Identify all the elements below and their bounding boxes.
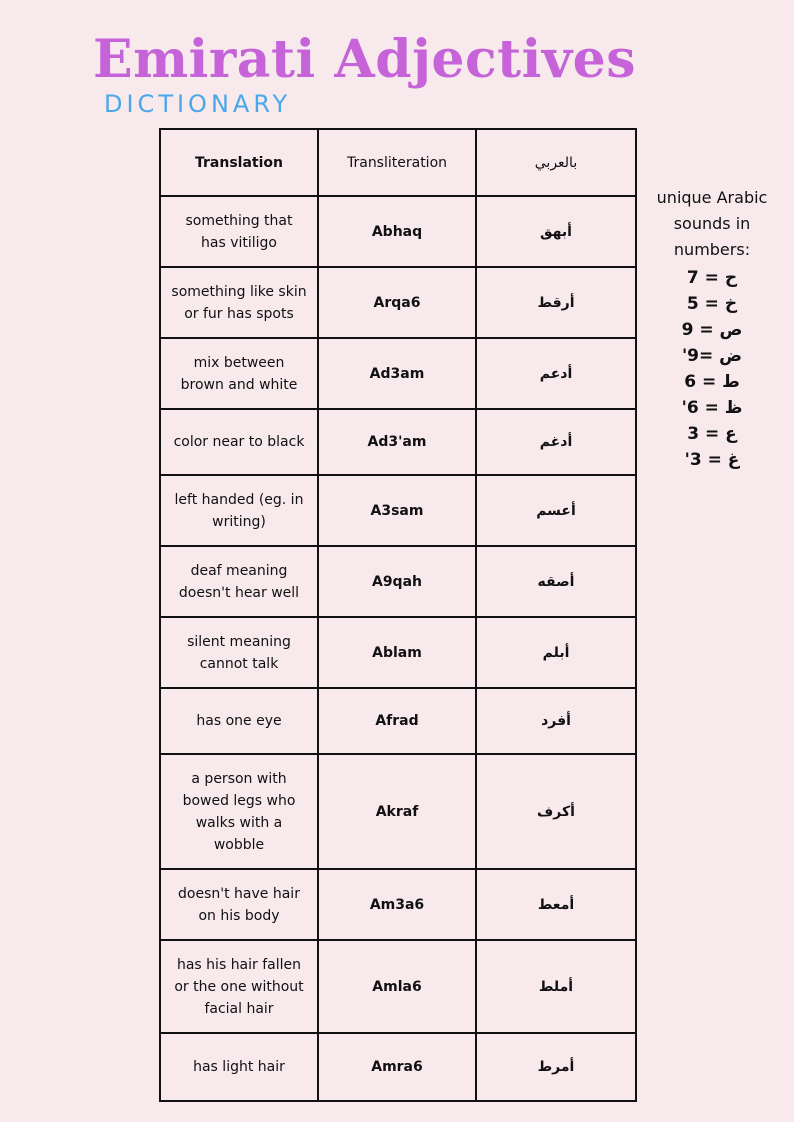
table-row	[160, 338, 636, 409]
cell-arabic: أفرد	[476, 688, 636, 754]
cell-transliteration: Arqa6	[318, 267, 476, 338]
cell-arabic: أملط	[476, 940, 636, 1033]
page-subtitle: DICTIONARY	[104, 90, 292, 118]
legend-intro: unique Arabic sounds in numbers:	[656, 188, 768, 259]
cell-arabic: أبهق	[476, 196, 636, 267]
cell-transliteration: Amla6	[318, 940, 476, 1033]
cell-arabic: أدعم	[476, 338, 636, 409]
cell-arabic: أمرط	[476, 1033, 636, 1101]
cell-arabic: أدغم	[476, 409, 636, 475]
table-row	[160, 546, 636, 617]
page-title: Emirati Adjectives	[93, 29, 636, 90]
header-transliteration: Transliteration	[318, 129, 476, 196]
cell-transliteration: Am3a6	[318, 869, 476, 940]
table-row	[160, 196, 636, 267]
cell-translation: doesn't have hair on his body	[160, 869, 318, 940]
cell-translation: left handed (eg. in writing)	[160, 475, 318, 546]
sound-number-legend	[650, 185, 774, 473]
legend-mapping: ع = 3	[687, 424, 737, 444]
table-row	[160, 754, 636, 869]
table-row	[160, 267, 636, 338]
cell-arabic: أمعط	[476, 869, 636, 940]
cell-transliteration: Ad3am	[318, 338, 476, 409]
table-row	[160, 617, 636, 688]
cell-translation: has one eye	[160, 688, 318, 754]
cell-translation: mix between brown and white	[160, 338, 318, 409]
cell-translation: has his hair fallen or the one without facial hair	[160, 940, 318, 1033]
cell-translation: deaf meaning doesn't hear well	[160, 546, 318, 617]
header-translation: Translation	[160, 129, 318, 196]
cell-translation: has light hair	[160, 1033, 318, 1101]
header-arabic: بالعربي	[476, 129, 636, 196]
cell-transliteration: Afrad	[318, 688, 476, 754]
cell-transliteration: Akraf	[318, 754, 476, 869]
cell-translation: something like skin or fur has spots	[160, 267, 318, 338]
cell-arabic: أرقط	[476, 267, 636, 338]
cell-translation: a person with bowed legs who walks with a wobble	[160, 754, 318, 869]
table-header-row	[160, 129, 636, 196]
cell-transliteration: A3sam	[318, 475, 476, 546]
legend-mapping: ص = 9	[681, 320, 743, 340]
cell-transliteration: A9qah	[318, 546, 476, 617]
table-row	[160, 409, 636, 475]
cell-arabic: أصقه	[476, 546, 636, 617]
cell-arabic: أبلم	[476, 617, 636, 688]
legend-mapping: ض =9'	[681, 346, 743, 366]
table-row	[160, 1033, 636, 1101]
legend-mapping: خ = 5	[686, 294, 738, 314]
table-row	[160, 940, 636, 1033]
cell-transliteration: Abhaq	[318, 196, 476, 267]
table-row	[160, 869, 636, 940]
cell-translation: something that has vitiligo	[160, 196, 318, 267]
legend-mapping: ط = 6	[684, 372, 740, 392]
cell-translation: color near to black	[160, 409, 318, 475]
table-row	[160, 475, 636, 546]
legend-mapping: ظ = 6'	[681, 398, 743, 418]
legend-mapping: ح = 7	[686, 268, 738, 288]
cell-transliteration: Amra6	[318, 1033, 476, 1101]
cell-transliteration: Ablam	[318, 617, 476, 688]
table-row	[160, 688, 636, 754]
cell-translation: silent meaning cannot talk	[160, 617, 318, 688]
adjectives-table	[159, 128, 637, 1102]
cell-arabic: أعسم	[476, 475, 636, 546]
legend-mapping: غ = 3'	[684, 450, 740, 470]
cell-transliteration: Ad3'am	[318, 409, 476, 475]
cell-arabic: أكرف	[476, 754, 636, 869]
